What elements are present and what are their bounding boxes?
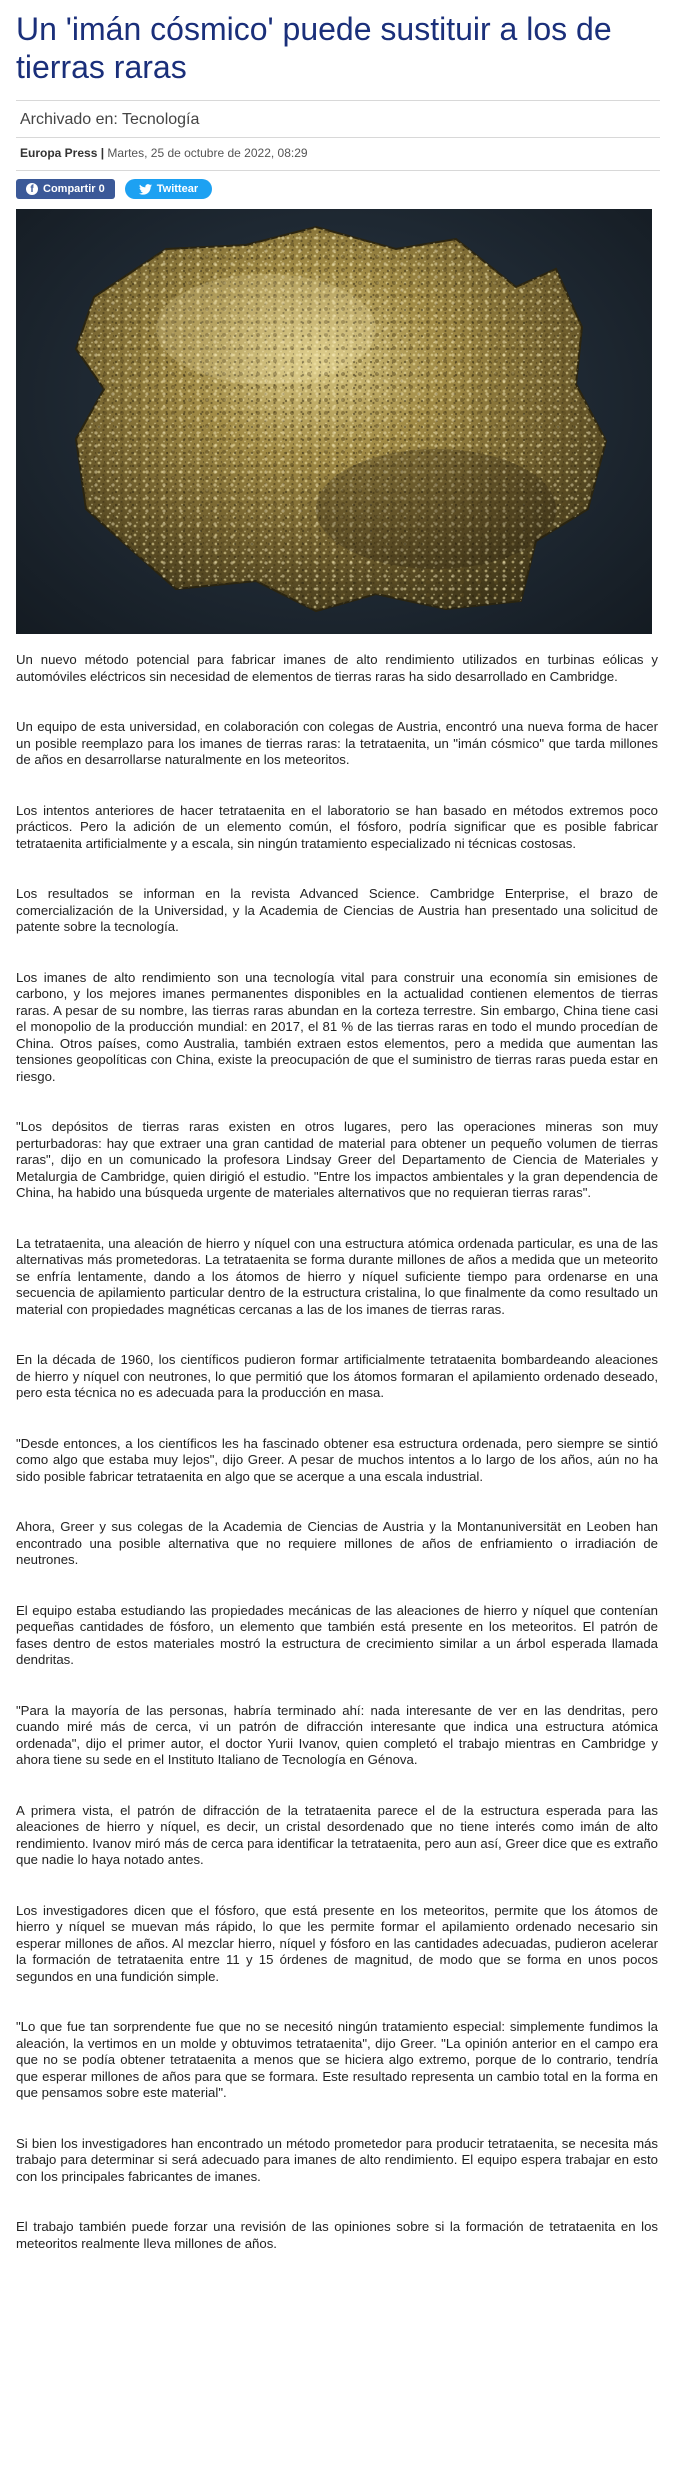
paragraph: Los intentos anteriores de hacer tetrataenita en el laboratorio se han basado en métodos extremos poco prácticos. Pero la adición de un elemento común, el fósforo, podría significar que es posible fabricar tetrataenita artificialmente y a escala, sin ningún tratamiento especializado ni técnicas costosas. [16,802,658,851]
facebook-share-label: Compartir 0 [43,183,105,195]
publish-date: Martes, 25 de octubre de 2022, 08:29 [107,146,308,160]
paragraph: "Desde entonces, a los científicos les ha fascinado obtener esa estructura ordenada, pero siempre se sintió como algo que estaba muy lejos", dijo Greer. A pesar de muchos intentos a lo largo de los años, aún no ha sido posible fabricar tetrataenita en algo que se acerque a una escala industrial. [16,1435,658,1484]
paragraph: Los imanes de alto rendimiento son una tecnología vital para construir una economía sin emisiones de carbono, y los mejores imanes permanentes disponibles en la actualidad contienen elementos de tierras raras. A pesar de su nombre, las tierras raras abundan en la corteza terrestre. Sin embargo, China tiene casi el monopolio de la producción mundial: en 2017, el 81 % de las tierras raras en todo el mundo procedían de China. Otros países, como Australia, también extraen estos elementos, pero a medida que aumentan las tensiones geopolíticas con China, existe la preocupación de que el suministro de tierras raras pueda estar en riesgo. [16,969,658,1084]
article-body [16,652,660,2252]
paragraph: "Para la mayoría de las personas, habría terminado ahí: nada interesante de ver en las dendritas, pero cuando miré más de cerca, vi un patrón de difracción interesante que indica una estructura atómica ordenada", dijo el primer autor, el doctor Yurii Ivanov, quien completó el trabajo mientras en Cambridge y ahora tiene su sede en el Instituto Italiano de Tecnología en Génova. [16,1702,658,1767]
paragraph: Los resultados se informan en la revista Advanced Science. Cambridge Enterprise, el brazo de comercialización de la Universidad, y la Academia de Ciencias de Austria han presentado una solicitud de patente sobre la tecnología. [16,886,658,934]
twitter-bird-icon [139,184,152,195]
paragraph: El trabajo también puede forzar una revisión de las opiniones sobre si la formación de tetrataenita en los meteoritos realmente lleva millones de años. [16,2219,658,2251]
twitter-share-label: Twittear [156,183,199,195]
facebook-share-button[interactable] [16,179,115,199]
paragraph: A primera vista, el patrón de difracción de la tetrataenita parece el de la estructura esperada para las aleaciones de hierro y níquel, es decir, un cristal desordenado que no tiene interés como imán de alto rendimiento. Ivanov miró más de cerca para identificar la tetrataenita, pero aun así, Greer dice que es extraño que nadie lo haya notado antes. [16,1802,658,1867]
paragraph: Ahora, Greer y sus colegas de la Academia de Ciencias de Austria y la Montanuniversität en Leoben han encontrado una posible alternativa que no requiere millones de años de enfriamiento o irradiación de neutrones. [16,1519,658,1567]
paragraph: En la década de 1960, los científicos pudieron formar artificialmente tetrataenita bombardeando aleaciones de hierro y níquel con neutrones, lo que permitió que los átomos formaran el apilamiento ordenado deseado, pero esta técnica no es adecuada para la producción en masa. [16,1352,658,1400]
twitter-share-button[interactable] [125,179,212,199]
paragraph: Los investigadores dicen que el fósforo, que está presente en los meteoritos, permite que los átomos de hierro y níquel se muevan más rápido, lo que les permite formar el apilamiento ordenado necesario sin esperar millones de años. Al mezclar hierro, níquel y fósforo en las cantidades adecuadas, pudieron acelerar la formación de tetrataenita entre 11 y 15 órdenes de magnitud, de modo que se forma en unos pocos segundos en una fundición simple. [16,1902,658,1984]
meteorite-illustration [16,209,652,634]
share-bar [16,179,660,199]
meteorite-photo [16,209,652,634]
paragraph: Un equipo de esta universidad, en colaboración con colegas de Austria, encontró una nueva forma de hacer un posible reemplazo para los imanes de tierras raras: la tetrataenita, un "imán cósmico" que tarda millones de años en desarrollarse naturalmente en los meteoritos. [16,719,658,767]
archive-bar [16,100,660,138]
source-name: Europa Press [20,146,98,160]
paragraph: Un nuevo método potencial para fabricar imanes de alto rendimiento utilizados en turbinas eólicas y automóviles eléctricos sin necesidad de elementos de tierras raras ha sido desarrollado en Cambridge. [16,652,658,684]
article-title: Un 'imán cósmico' puede sustituir a los de tierras raras [16,11,612,85]
paragraph: "Lo que fue tan sorprendente fue que no se necesitó ningún tratamiento especial: simplemente fundimos la aleación, la vertimos en un molde y obtuvimos tetrataenita", dijo Greer. "La opinión anterior en el campo era que no se podía obtener tetrataenita a menos que se hiciera algo extremo, porque de lo contrario, tendría que esperar millones de años para que se formara. Este resultado representa un cambio total en la forma en que pensamos sobre este material". [16,2019,658,2100]
paragraph: La tetrataenita, una aleación de hierro y níquel con una estructura atómica ordenada particular, es una de las alternativas más prometedoras. La tetrataenita se forma durante millones de años a medida que un meteorito se enfría lentamente, dando a los átomos de hierro y níquel suficiente tiempo para ordenarse en una secuencia de apilamiento particular dentro de la estructura cristalina, lo que finalmente da como resultado un material con propiedades magnéticas cercanas a las de los imanes de tierras raras. [16,1235,658,1317]
byline-separator: | [100,146,105,160]
paragraph: El equipo estaba estudiando las propiedades mecánicas de las aleaciones de hierro y níquel que contenían pequeñas cantidades de fósforo, un elemento que también está presente en los meteoritos. El patrón de fases dentro de estos materiales mostró la estructura de crecimiento similar a un árbol esperada llamada dendritas. [16,1602,658,1667]
category-link[interactable]: Tecnología [122,111,200,128]
paragraph: Si bien los investigadores han encontrado un método prometedor para producir tetrataenita, se necesita más trabajo para determinar si será adecuado para imanes de alto rendimiento. El equipo espera trabajar en esto con los principales fabricantes de imanes. [16,2135,658,2184]
archive-label: Archivado en: [20,111,118,128]
paragraph: "Los depósitos de tierras raras existen en otros lugares, pero las operaciones mineras son muy perturbadoras: hay que extraer una gran cantidad de material para obtener un pequeño volumen de tierras raras", dijo en un comunicado la profesora Lindsay Greer del Departamento de Ciencia de Materiales y Metalurgia de Cambridge, quien dirigió el estudio. "Entre los impactos ambientales y la gran dependencia de China, ha habido una búsqueda urgente de materiales alternativos que no requieran tierras raras". [16,1119,658,1200]
facebook-icon: f [26,183,38,195]
byline [16,138,660,171]
